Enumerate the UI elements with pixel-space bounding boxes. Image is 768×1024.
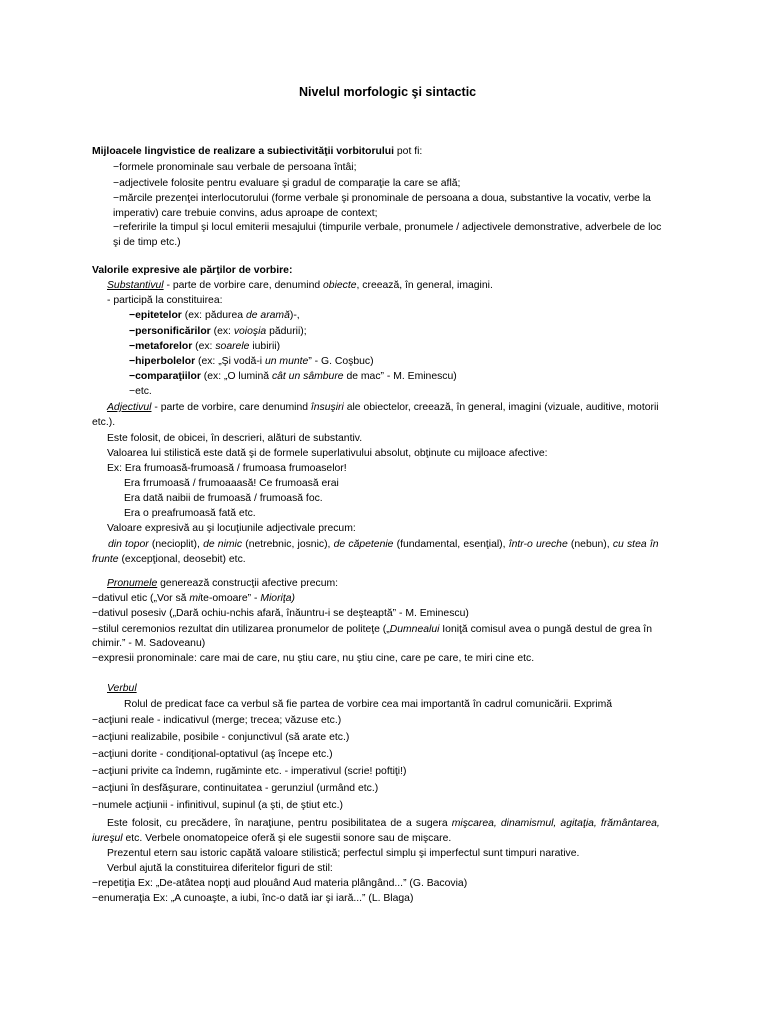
- pronume-line: Pronumele generează construcţii afective precum:: [107, 578, 339, 589]
- verb-item-3: −acţiuni dorite - condiţional-optativul (aş începe etc.): [92, 749, 333, 760]
- verb-para-3: Verbul ajută la constituirea diferitelor figuri de stil:: [107, 863, 333, 874]
- verb-para-1-cont: iureşul etc. Verbele onomatopeice oferă şi ele sugestii sonore sau de mişcare.: [92, 833, 452, 844]
- adj-text-6: Era o preafrumoasă fată etc.: [124, 508, 256, 519]
- pron-item-2: −dativul posesiv („Dară ochiu-nchis afară, înăuntru-i se deşteaptă” - M. Eminescu): [92, 608, 469, 619]
- adjectiv-line: Adjectivul - parte de vorbire, care denumind însuşiri ale obiectelor, creează, în general, imagini (vizuale, auditive, motorii: [107, 402, 659, 413]
- substantiv-participa: - participă la constituirea:: [107, 295, 223, 306]
- verb-item-1: −acţiuni reale - indicativul (merge; trecea; văzuse etc.): [92, 715, 342, 726]
- adj-text-3: Ex: Era frumoasă-frumoasă / frumoasa frumoaselor!: [107, 463, 347, 474]
- subst-list-4: −hiperbolelor (ex: „Şi vodă-i un munte” - G. Coşbuc): [129, 356, 374, 367]
- sec1-item-4: −referirile la timpul şi locul emiterii mesajului (timpurile verbale, pronumele / adjectivele demonstrative, adverbele de loc: [113, 222, 662, 233]
- adj-text-7: Valoare expresivă au şi locuţiunile adjectivale precum:: [107, 523, 356, 534]
- subst-list-5: −comparaţiilor (ex: „O lumină cât un sâmbure de mac” - M. Eminescu): [129, 371, 457, 382]
- sec1-item-2: −adjectivele folosite pentru evaluare şi gradul de comparaţie la care se află;: [113, 178, 461, 189]
- pron-item-4: −expresii pronominale: care mai de care, nu ştiu care, nu ştiu cine, care pe care, te miri cine etc.: [92, 653, 535, 664]
- subst-list-etc: −etc.: [129, 386, 152, 397]
- verb-label: Verbul: [107, 683, 137, 694]
- adj-text-4: Era frrumoasă / frumoaaasă! Ce frumoasă erai: [124, 478, 339, 489]
- subst-list-2: −personificărilor (ex: voioşia pădurii);: [129, 326, 307, 337]
- pron-item-1: −dativul etic („Vor să mite-omoare” - Mioriţa): [92, 593, 295, 604]
- sec1-item-1: −formele pronominale sau verbale de persoana întâi;: [113, 162, 357, 173]
- sec1-item-3-cont: imperativ) care trebuie convins, adus aproape de context;: [113, 208, 378, 219]
- adj-text-1: Este folosit, de obicei, în descrieri, alături de substantiv.: [107, 433, 363, 444]
- verb-intro: Rolul de predicat face ca verbul să fie partea de vorbire cea mai importantă în cadrul comunicării. Exprimă: [124, 699, 613, 710]
- verb-item-2: −acţiuni realizabile, posibile - conjunctivul (să arate etc.): [92, 732, 350, 743]
- adj-locutiuni: din topor (necioplit), de nimic (netrebnic, josnic), de căpetenie (fundamental, esenţial), într-o ureche (nebun), cu stea în: [108, 539, 659, 550]
- verb-figure-2: −enumeraţia Ex: „A cunoaşte, a iubi, înc-o dată iar şi iară...” (L. Blaga): [92, 893, 414, 904]
- adj-locutiuni-cont: frunte (excepţional, deosebit) etc.: [92, 554, 246, 565]
- verb-para-2: Prezentul etern sau istoric capătă valoare stilistică; perfectul simplu şi imperfectul sunt timpuri narative.: [107, 848, 580, 859]
- adj-text-5: Era dată naibii de frumoasă / frumoasă foc.: [124, 493, 323, 504]
- pron-item-3-cont: chimir.” - M. Sadoveanu): [92, 638, 206, 649]
- verb-para-1: Este folosit, cu precădere, în naraţiune, pentru posibilitatea de a sugera mişcarea, dinamismul, agitaţia, frământarea,: [107, 818, 660, 829]
- adjectiv-line-cont: etc.).: [92, 417, 116, 428]
- subst-list-3: −metaforelor (ex: soarele iubirii): [129, 341, 281, 352]
- pron-item-3: −stilul ceremonios rezultat din utilizarea pronumelor de politeţe („Dumnealui Ioniţă comisul avea o pungă destul de grea în: [92, 624, 652, 635]
- sec1-item-4-cont: şi de timp etc.): [113, 237, 181, 248]
- verb-figure-1: −repetiţia Ex: „De-atâtea nopţi aud plouând Aud materia plângând...” (G. Bacovia): [92, 878, 468, 889]
- verb-item-6: −numele acţiunii - infinitivul, supinul (a şti, de ştiut etc.): [92, 800, 343, 811]
- section1-heading: Mijloacele lingvistice de realizare a subiectivităţii vorbitorului pot fi:: [92, 146, 423, 157]
- sec1-item-3: −mărcile prezenţei interlocutorului (forme verbale şi pronominale de persoana a doua, substantive la vocativ, verbe la: [113, 193, 651, 204]
- verb-item-4: −acţiuni privite ca îndemn, rugăminte etc. - imperativul (scrie! poftiţi!): [92, 766, 407, 777]
- subst-list-1: −epitetelor (ex: pădurea de aramă)-,: [129, 310, 300, 321]
- page-title: Nivelul morfologic şi sintactic: [299, 85, 477, 99]
- verb-item-5: −acţiuni în desfăşurare, continuitatea - gerunziul (urmând etc.): [92, 783, 379, 794]
- adj-text-2: Valoarea lui stilistică este dată şi de formele superlativului absolut, obţinute cu mijloace afective:: [107, 448, 548, 459]
- substantiv-line: Substantivul - parte de vorbire care, denumind obiecte, creează, în general, imagini.: [107, 280, 493, 291]
- section2-heading: Valorile expresive ale părţilor de vorbire:: [92, 265, 293, 276]
